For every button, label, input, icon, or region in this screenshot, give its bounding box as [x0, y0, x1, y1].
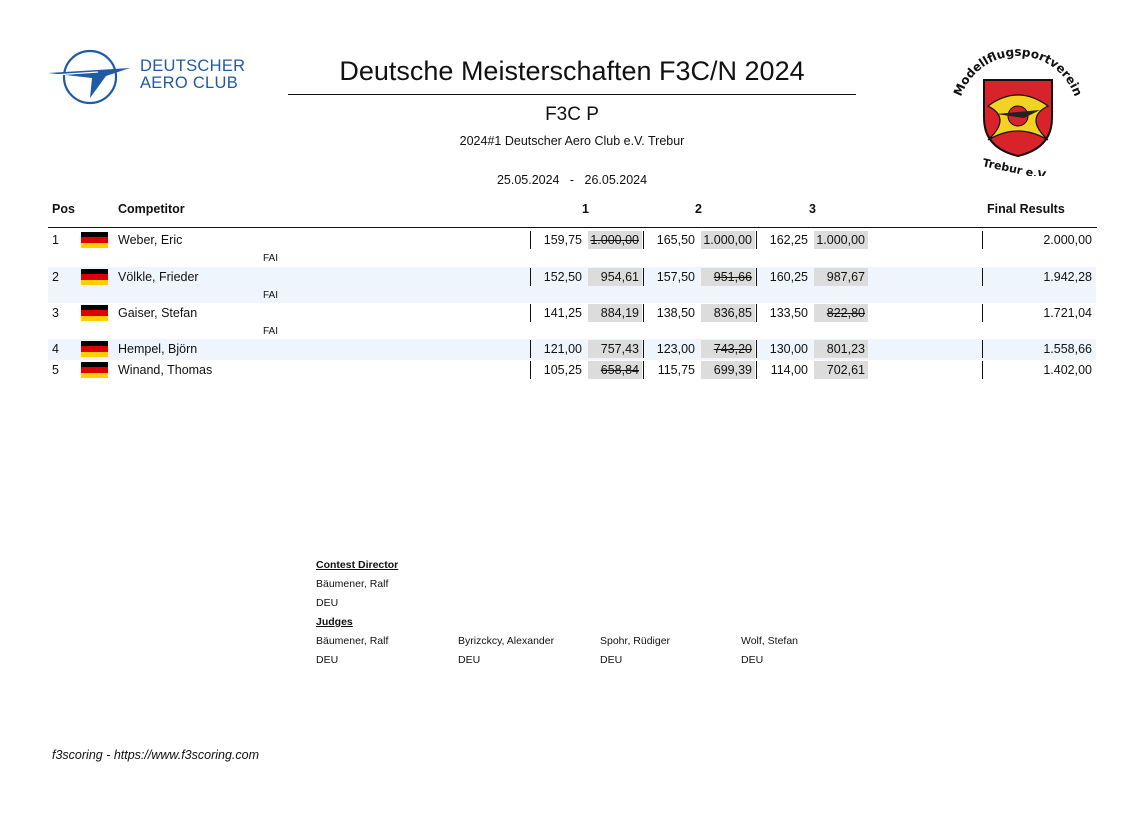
- club-top-text: Modellflugsportverein: [950, 44, 1086, 99]
- club-bottom-text: Trebur e.V.: [981, 156, 1050, 176]
- column-separator: [530, 340, 531, 358]
- fai-label: FAI: [263, 290, 279, 301]
- director-heading: Contest Director: [316, 559, 399, 571]
- competitor-name: Gaiser, Stefan: [118, 306, 198, 320]
- raw-score-round-1: 141,25: [543, 306, 582, 320]
- fai-label: FAI: [263, 326, 279, 337]
- normalized-score-round-3: 987,67: [814, 268, 868, 286]
- column-separator: [643, 340, 644, 358]
- column-separator: [643, 231, 644, 249]
- final-result: 1.721,04: [1043, 306, 1092, 320]
- event-dates: 25.05.2024 - 26.05.2024: [496, 173, 648, 187]
- class-subtitle: F3C P: [545, 104, 599, 125]
- page-title: Deutsche Meisterschaften F3C/N 2024: [339, 56, 805, 86]
- event-name: 2024#1 Deutscher Aero Club e.V. Trebur: [459, 134, 685, 148]
- normalized-score-round-2: 743,20: [701, 340, 755, 358]
- raw-score-round-3: 162,25: [769, 233, 808, 247]
- raw-score-round-1: 152,50: [543, 270, 582, 284]
- final-result: 2.000,00: [1043, 233, 1092, 247]
- normalized-score-round-1: 658,84: [588, 361, 642, 379]
- normalized-score-round-1: 954,61: [588, 268, 642, 286]
- rank-cell: 1: [52, 233, 59, 247]
- raw-score-round-2: 157,50: [656, 270, 695, 284]
- germany-flag-icon: [81, 232, 108, 248]
- column-separator: [756, 268, 757, 286]
- competitor-name: Winand, Thomas: [118, 363, 213, 377]
- club-emblem: [944, 44, 1092, 176]
- normalized-score-round-2: 699,39: [701, 361, 755, 379]
- normalized-score-round-3: 801,23: [814, 340, 868, 358]
- column-separator: [756, 340, 757, 358]
- col-round2-header: 2: [695, 202, 702, 216]
- normalized-score-round-3: 822,80: [814, 304, 868, 322]
- raw-score-round-3: 133,50: [769, 306, 808, 320]
- column-separator: [530, 268, 531, 286]
- raw-score-round-2: 165,50: [656, 233, 695, 247]
- judge-name: Byrizckcy, Alexander: [458, 635, 555, 647]
- dac-eagle-icon: [46, 46, 136, 108]
- col-round1-header: 1: [582, 202, 589, 216]
- dac-logo: [46, 46, 272, 108]
- rank-cell: 3: [52, 306, 59, 320]
- fai-label: FAI: [263, 253, 279, 264]
- column-separator: [982, 304, 983, 322]
- normalized-score-round-3: 702,61: [814, 361, 868, 379]
- normalized-score-round-1: 757,43: [588, 340, 642, 358]
- club-logo: [944, 44, 1092, 176]
- raw-score-round-2: 123,00: [656, 342, 695, 356]
- judge-name: Spohr, Rüdiger: [600, 635, 671, 647]
- column-separator: [530, 361, 531, 379]
- org-line-1: DEUTSCHER: [140, 57, 246, 75]
- column-separator: [643, 304, 644, 322]
- col-competitor-header: Competitor: [118, 202, 185, 216]
- judge-country: DEU: [741, 654, 764, 666]
- footer-credit: f3scoring - https://www.f3scoring.com: [52, 748, 260, 762]
- col-round3-header: 3: [809, 202, 816, 216]
- final-result: 1.402,00: [1043, 363, 1092, 377]
- column-separator: [643, 361, 644, 379]
- competitor-name: Völkle, Frieder: [118, 270, 199, 284]
- table-row: [48, 267, 1096, 303]
- column-separator: [982, 231, 983, 249]
- judge-country: DEU: [458, 654, 481, 666]
- raw-score-round-3: 130,00: [769, 342, 808, 356]
- col-final-header: Final Results: [987, 202, 1065, 216]
- column-separator: [982, 340, 983, 358]
- raw-score-round-2: 138,50: [656, 306, 695, 320]
- germany-flag-icon: [81, 362, 108, 378]
- judge-country: DEU: [316, 654, 339, 666]
- table-row: [48, 360, 1096, 381]
- column-separator: [530, 231, 531, 249]
- column-separator: [530, 304, 531, 322]
- germany-flag-icon: [81, 341, 108, 357]
- director-name: Bäumener, Ralf: [316, 578, 389, 590]
- raw-score-round-1: 159,75: [543, 233, 582, 247]
- judge-name: Bäumener, Ralf: [316, 635, 389, 647]
- rank-cell: 2: [52, 270, 59, 284]
- judges-heading: Judges: [316, 616, 353, 628]
- col-pos-header: Pos: [52, 202, 75, 216]
- germany-flag-icon: [81, 305, 108, 321]
- judge-name: Wolf, Stefan: [741, 635, 799, 647]
- normalized-score-round-1: 1.000,00: [588, 231, 642, 249]
- final-result: 1.942,28: [1043, 270, 1092, 284]
- raw-score-round-3: 160,25: [769, 270, 808, 284]
- header-rule: [48, 227, 1097, 228]
- normalized-score-round-2: 836,85: [701, 304, 755, 322]
- normalized-score-round-2: 951,66: [701, 268, 755, 286]
- title-rule: [288, 94, 856, 95]
- competitor-name: Hempel, Björn: [118, 342, 198, 356]
- dac-wordmark: [140, 58, 245, 92]
- normalized-score-round-3: 1.000,00: [814, 231, 868, 249]
- germany-flag-icon: [81, 269, 108, 285]
- column-separator: [756, 304, 757, 322]
- rank-cell: 5: [52, 363, 59, 377]
- normalized-score-round-2: 1.000,00: [701, 231, 755, 249]
- raw-score-round-1: 121,00: [543, 342, 582, 356]
- table-row: [48, 303, 1096, 339]
- raw-score-round-3: 114,00: [770, 363, 808, 377]
- rank-cell: 4: [52, 342, 59, 356]
- table-row: [48, 339, 1096, 360]
- normalized-score-round-1: 884,19: [588, 304, 642, 322]
- director-country: DEU: [316, 597, 339, 609]
- raw-score-round-1: 105,25: [543, 363, 582, 377]
- final-result: 1.558,66: [1043, 342, 1092, 356]
- table-row: [48, 230, 1096, 266]
- column-separator: [982, 268, 983, 286]
- column-separator: [756, 231, 757, 249]
- column-separator: [982, 361, 983, 379]
- column-separator: [756, 361, 757, 379]
- raw-score-round-2: 115,75: [657, 363, 695, 377]
- org-line-2: AERO CLUB: [140, 74, 239, 92]
- judge-country: DEU: [600, 654, 623, 666]
- column-separator: [643, 268, 644, 286]
- competitor-name: Weber, Eric: [118, 233, 183, 247]
